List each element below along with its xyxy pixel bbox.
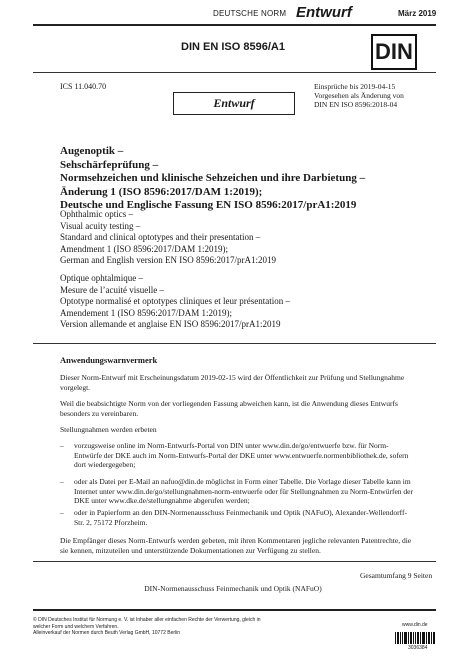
divider-notice-top <box>33 343 436 344</box>
notice-paragraph: Dieser Norm-Entwurf mit Erscheinungsdatum 2019-02-15 wird der Öffentlichkeit zur Prüfung und Stellungnahme vorgelegt. <box>60 373 405 392</box>
divider-top <box>33 72 436 73</box>
title-en-line: Standard and clinical optotypes and their presentation – <box>60 232 261 242</box>
title-french <box>60 273 430 331</box>
title-de-line: Sehschärfeprüfung – <box>60 158 159 171</box>
title-de-line: Deutsche und Englische Fassung EN ISO 8596:2017/prA1:2019 <box>60 199 357 211</box>
header-entwurf-label: Entwurf <box>296 4 352 21</box>
header-norm-label: DEUTSCHE NORM <box>213 9 287 18</box>
committee-name: DIN-Normenausschuss Feinmechanik und Optik (NAFuO) <box>144 584 322 593</box>
barcode <box>395 632 435 644</box>
ics-code: ICS 11.040.70 <box>60 82 107 91</box>
title-fr-line: Amendement 1 (ISO 8596:2017/DAM 1:2019); <box>60 307 232 318</box>
comment-replaces-label: Vorgesehen als Änderung von <box>314 91 404 100</box>
title-english <box>60 209 420 267</box>
total-pages: Gesamtumfang 9 Seiten <box>360 571 433 580</box>
title-de-line: Änderung 1 (ISO 8596:2017/DAM 1:2019); <box>60 185 263 198</box>
copyright-line: © DIN Deutsches Institut für Normung e. V. ist Inhaber aller einfachen Rechte der Verwertung, gleich in <box>33 617 261 623</box>
header-rule <box>33 24 436 26</box>
copyright-line: Alleinverkauf der Normen durch Beuth Verlag GmbH, 10772 Berlin <box>33 630 181 636</box>
title-en-line: Amendment 1 (ISO 8596:2017/DAM 1:2019); <box>60 243 228 254</box>
title-fr-line: Mesure de l’acuité visuelle – <box>60 284 164 295</box>
comment-deadline: Einsprüche bis 2019-04-15 <box>314 82 396 91</box>
list-dash: – <box>60 508 64 517</box>
list-dash: – <box>60 441 64 450</box>
serial-number: 3036384 <box>408 645 428 651</box>
title-de-line: Normsehzeichen und klinische Sehzeichen und ihre Darbietung – <box>60 172 366 184</box>
copyright-line: welcher Form und welchem Verfahren. <box>33 623 119 630</box>
notice-paragraph: Stellungnahmen werden erbeten <box>60 425 157 434</box>
title-en-line: Visual acuity testing – <box>60 220 141 231</box>
list-item-text: vorzugsweise online im Norm-Entwurfs-Portal von DIN unter www.din.de/go/entwuerfe bzw. für Norm-Entwürfe der DKE auch im Norm-Entwurfs-Portal der DKE unter www.entwuerfe.normenbibliothek.de, sofern dort wiedergegeben; <box>74 441 409 469</box>
notice-heading: Anwendungswarnvermerk <box>60 355 158 365</box>
divider-notice-bottom <box>33 561 436 562</box>
title-fr-line: Version allemande et anglaise EN ISO 8596:2017/prA1:2019 <box>60 319 281 329</box>
title-en-line: Ophthalmic optics – <box>60 209 133 219</box>
title-en-line: German and English version EN ISO 8596:2017/prA1:2019 <box>60 255 276 265</box>
entwurf-stamp: Entwurf <box>173 92 295 115</box>
title-fr-line: Optotype normalisé et optotypes cliniques et leur présentation – <box>60 296 290 306</box>
title-fr-line: Optique ophtalmique – <box>60 273 143 283</box>
list-item-text: oder in Papierform an den DIN-Normenausschuss Feinmechanik und Optik (NAFuO), Alexander-Wellendorff-Str. 2, 75172 Pforzheim. <box>74 508 407 527</box>
website: www.din.de <box>402 622 428 628</box>
comment-replaces-doc: DIN EN ISO 8596:2018-04 <box>314 100 398 109</box>
title-german <box>60 145 420 213</box>
title-de-line: Augenoptik – <box>60 145 124 157</box>
header-date: März 2019 <box>398 9 437 18</box>
list-dash: – <box>60 477 64 486</box>
din-logo: DIN <box>371 34 417 70</box>
copyright-notice <box>33 617 293 637</box>
document-number: DIN EN ISO 8596/A1 <box>181 41 285 53</box>
comment-deadline-block <box>314 82 444 109</box>
footer-rule <box>33 609 436 611</box>
notice-paragraph: Weil die beabsichtigte Norm von der vorliegenden Fassung abweichen kann, ist die Anwendung dieses Entwurfs besonders zu vereinbaren. <box>60 399 398 418</box>
list-item-text: oder als Datei per E-Mail an nafuo@din.de möglichst in Form einer Tabelle. Die Vorlage dieser Tabelle kann im Internet unter www.din.de/go/stellungnahmen-norm-entwuerfe oder für Stellungnahmen zu Norm-Entwürfen der DKE unter www.dke.de/stellungnahme abgerufen werden; <box>74 477 413 505</box>
notice-paragraph: Die Empfänger dieses Norm-Entwurfs werden gebeten, mit ihren Kommentaren jegliche relevanten Patentrechte, die sie kennen, mitzuteilen und unterstützende Dokumentationen zur Verfügung zu stellen. <box>60 536 412 555</box>
